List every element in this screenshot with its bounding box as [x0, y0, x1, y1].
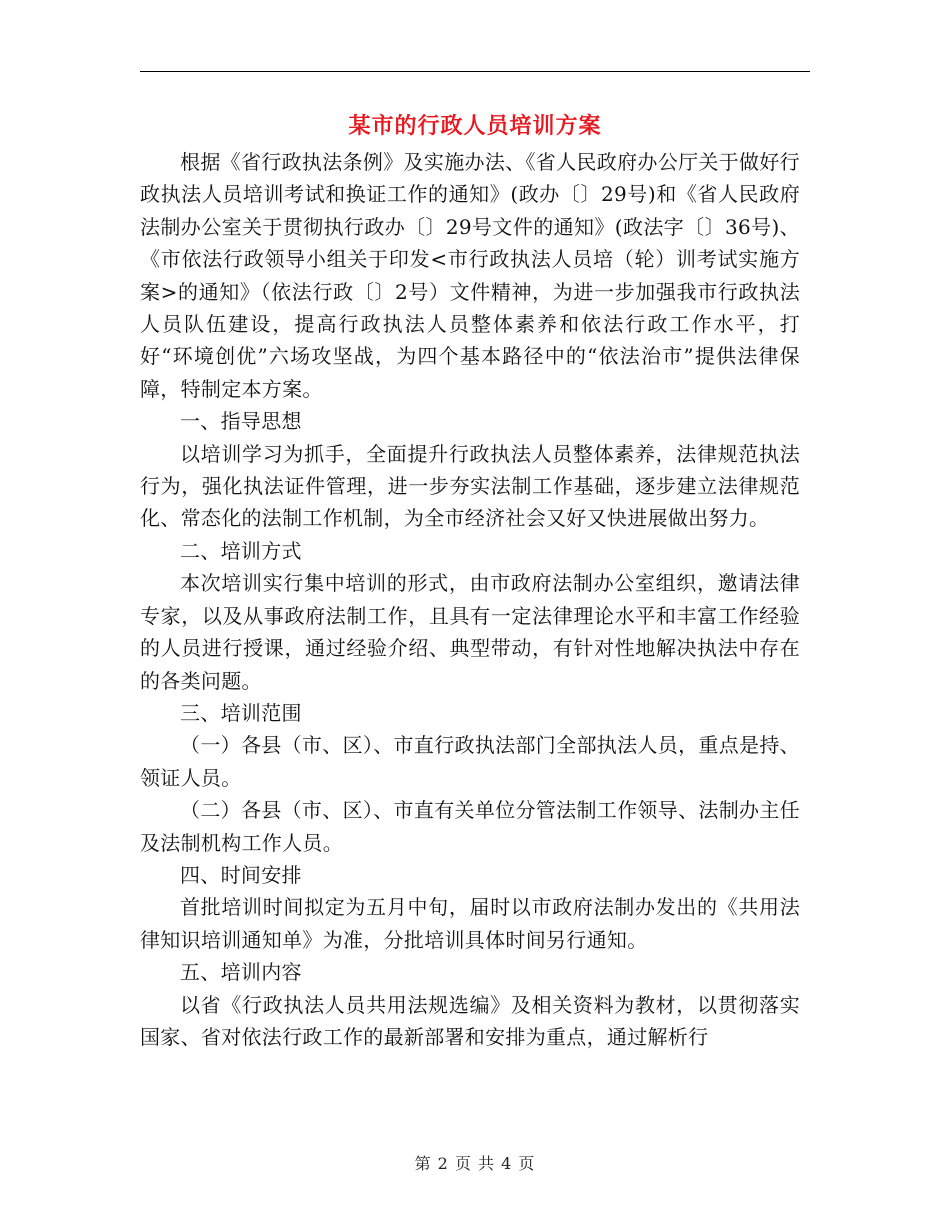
- training-scope-item-2: （二）各县（市、区）、市直有关单位分管法制工作领导、法制办主任及法制机构工作人员。: [140, 798, 800, 855]
- document-title: 某市的行政人员培训方案: [348, 113, 602, 139]
- training-scope-item-1: （一）各县（市、区）、市直行政执法部门全部执法人员，重点是持、领证人员。: [140, 733, 800, 790]
- section-heading-schedule: 四、时间安排: [180, 862, 302, 887]
- page-number-footer: 第 2 页 共 4 页: [414, 1154, 536, 1173]
- header-rule: [140, 71, 810, 72]
- document-body: [140, 146, 800, 1053]
- training-method-paragraph: 本次培训实行集中培训的形式，由市政府法制办公室组织，邀请法律专家，以及从事政府法制工作，且具有一定法律理论水平和丰富工作经验的人员进行授课，通过经验介绍、典型带动，有针对性地解决执法中存在的各类问题。: [140, 571, 800, 693]
- training-content-paragraph: 以省《行政执法人员共用法规选编》及相关资料为教材，以贯彻落实国家、省对依法行政工作的最新部署和安排为重点，通过解析行: [140, 992, 800, 1049]
- section-heading-training-method: 二、培训方式: [180, 538, 302, 563]
- guiding-ideology-paragraph: 以培训学习为抓手，全面提升行政执法人员整体素养，法律规范执法行为，强化执法证件管理，进一步夯实法制工作基础，逐步建立法律规范化、常态化的法制工作机制，为全市经济社会又好又快进展做出努力。: [140, 441, 800, 531]
- schedule-paragraph: 首批培训时间拟定为五月中旬，届时以市政府法制办发出的《共用法律知识培训通知单》为准，分批培训具体时间另行通知。: [140, 895, 800, 952]
- intro-paragraph: 根据《省行政执法条例》及实施办法、《省人民政府办公厅关于做好行政执法人员培训考试和换证工作的通知》(政办〔〕29号)和《省人民政府法制办公室关于贯彻执行政办〔〕29号文件的通知》(政法字〔〕36号)、《市依法行政领导小组关于印发<市行政执法人员培（轮）训考试实施方案>的通知》（依法行政〔〕2号）文件精神，为进一步加强我市行政执法人员队伍建设，提高行政执法人员整体素养和依法行政工作水平，打好“环境创优”六场攻坚战，为四个基本路径中的“依法治市”提供法律保障，特制定本方案。: [140, 150, 800, 401]
- section-heading-training-content: 五、培训内容: [180, 960, 302, 985]
- section-heading-guiding-ideology: 一、指导思想: [180, 409, 302, 434]
- section-heading-training-scope: 三、培训范围: [180, 700, 302, 725]
